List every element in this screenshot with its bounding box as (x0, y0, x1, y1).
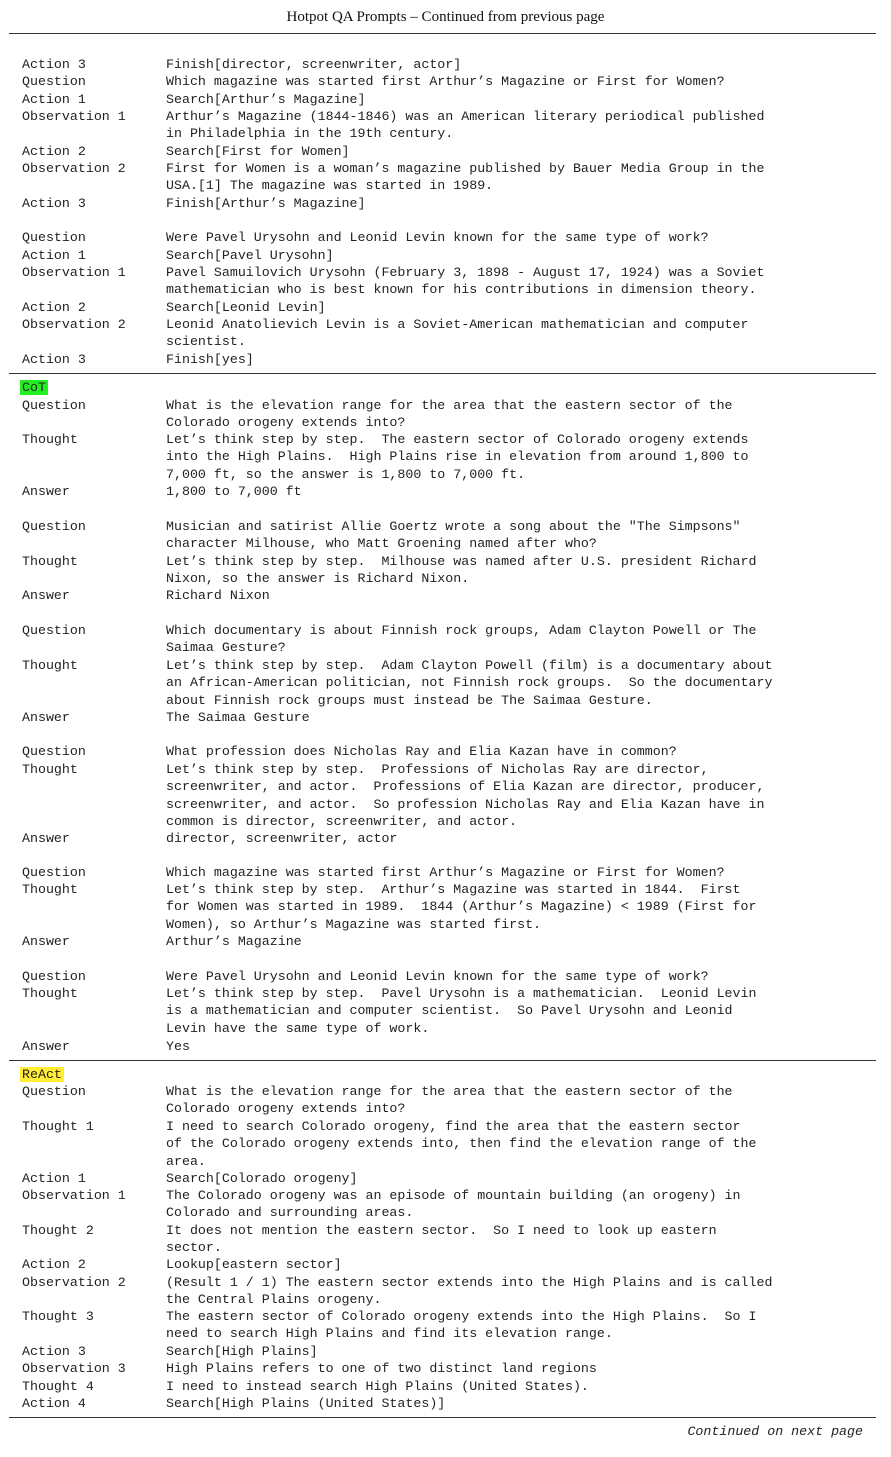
row-text: director, screenwriter, actor (166, 831, 398, 846)
row-text: Search[Leonid Levin] (166, 300, 326, 315)
row-label: Question (22, 398, 86, 413)
row-label: Observation 2 (22, 161, 126, 176)
row-text: First for Women is a woman’s magazine published by Bauer Media Group in the USA.[1] The magazine was started in 1989. (166, 161, 765, 194)
row-label: Question (22, 1084, 86, 1099)
row-label: Question (22, 623, 86, 638)
row-label: Action 1 (22, 248, 86, 263)
row-label: Question (22, 519, 86, 534)
row-text: Musician and satirist Allie Goertz wrote a song about the "The Simpsons" character Milhouse, who Matt Groening named after who? (166, 519, 741, 552)
row-label: Thought (22, 658, 78, 673)
row-text: Arthur’s Magazine (166, 934, 302, 949)
row-text: What is the elevation range for the area that the eastern sector of the Colorado orogeny extends into? (166, 398, 733, 431)
row-label: Action 3 (22, 1344, 86, 1359)
row-text: Let’s think step by step. Adam Clayton Powell (film) is a documentary about an African-American politician, not Finnish rock groups. So the documentary about Finnish rock groups must instead be The Saimaa Gesture. (166, 658, 773, 708)
row-label: Action 4 (22, 1396, 86, 1411)
row-text: Search[Pavel Urysohn] (166, 248, 334, 263)
row-text: Let’s think step by step. Arthur’s Magazine was started in 1844. First for Women was started in 1989. 1844 (Arthur’s Magazine) < 1989 (First for Women), so Arthur’s Magazine was started first. (166, 882, 757, 932)
row-text: Let’s think step by step. The eastern sector of Colorado orogeny extends into the High Plains. High Plains rise in elevation from around 1,800 to 7,000 ft, so the answer is 1,800 to 7,000 ft. (166, 432, 749, 482)
row-label: Thought 3 (22, 1309, 94, 1324)
row-text: Which magazine was started first Arthur’s Magazine or First for Women? (166, 865, 725, 880)
row-text: High Plains refers to one of two distinct land regions (166, 1361, 597, 1376)
row-text: Yes (166, 1039, 190, 1054)
row-text: Finish[Arthur’s Magazine] (166, 196, 366, 211)
row-text: 1,800 to 7,000 ft (166, 484, 302, 499)
row-label: Answer (22, 588, 70, 603)
row-label: Thought (22, 432, 78, 447)
row-text: It does not mention the eastern sector. So I need to look up eastern sector. (166, 1223, 717, 1256)
row-label: Observation 1 (22, 109, 126, 124)
row-text: Leonid Anatolievich Levin is a Soviet-American mathematician and computer scientist. (166, 317, 749, 350)
row-label: Action 2 (22, 1257, 86, 1272)
row-label: Action 1 (22, 92, 86, 107)
row-label: Question (22, 865, 86, 880)
react-tag: ReAct (22, 1067, 62, 1082)
row-text: What profession does Nicholas Ray and Elia Kazan have in common? (166, 744, 677, 759)
row-text: Arthur’s Magazine (1844-1846) was an American literary periodical published in Philadelphia in the 19th century. (166, 109, 765, 142)
row-label: Observation 1 (22, 1188, 126, 1203)
row-text: I need to instead search High Plains (United States). (166, 1379, 589, 1394)
row-label: Action 2 (22, 300, 86, 315)
row-label: Question (22, 744, 86, 759)
row-label: Answer (22, 1039, 70, 1054)
row-text: Which magazine was started first Arthur’s Magazine or First for Women? (166, 74, 725, 89)
row-text: Lookup[eastern sector] (166, 1257, 342, 1272)
row-text: I need to search Colorado orogeny, find the area that the eastern sector of the Colorado orogeny extends into, then find the elevation range of the area. (166, 1119, 757, 1169)
row-text: Finish[yes] (166, 352, 254, 367)
footer-rule (9, 1417, 876, 1418)
row-text: Pavel Samuilovich Urysohn (February 3, 1898 - August 17, 1924) was a Soviet mathematician who is best known for his contributions in dimension theory. (166, 265, 765, 298)
page-header: Hotpot QA Prompts – Continued from previous page (286, 9, 605, 25)
row-label: Thought 4 (22, 1379, 94, 1394)
row-text: Finish[director, screenwriter, actor] (166, 57, 462, 72)
row-text: Let’s think step by step. Milhouse was named after U.S. president Richard Nixon, so the answer is Richard Nixon. (166, 554, 757, 587)
row-label: Action 1 (22, 1171, 86, 1186)
row-label: Answer (22, 484, 70, 499)
row-text: Let’s think step by step. Pavel Urysohn is a mathematician. Leonid Levin is a mathematician and computer scientist. So Pavel Urysohn and Leonid Levin have the same type of work. (166, 986, 757, 1036)
row-label: Answer (22, 831, 70, 846)
row-label: Question (22, 230, 86, 245)
row-label: Thought (22, 986, 78, 1001)
row-label: Answer (22, 934, 70, 949)
row-label: Observation 2 (22, 317, 126, 332)
row-label: Thought (22, 882, 78, 897)
row-label: Action 3 (22, 196, 86, 211)
row-label: Thought 1 (22, 1119, 94, 1134)
row-text: What is the elevation range for the area that the eastern sector of the Colorado orogeny extends into? (166, 1084, 733, 1117)
row-label: Answer (22, 710, 70, 725)
row-text: The Colorado orogeny was an episode of mountain building (an orogeny) in Colorado and surrounding areas. (166, 1188, 741, 1221)
cot-tag: CoT (22, 380, 46, 395)
row-text: Search[High Plains (United States)] (166, 1396, 446, 1411)
row-label: Action 3 (22, 352, 86, 367)
section-rule-react (9, 1060, 876, 1061)
row-label: Action 3 (22, 57, 86, 72)
row-label: Observation 1 (22, 265, 126, 280)
row-text: Were Pavel Urysohn and Leonid Levin known for the same type of work? (166, 969, 709, 984)
row-label: Thought (22, 554, 78, 569)
row-text: The eastern sector of Colorado orogeny extends into the High Plains. So I need to search High Plains and find its elevation range. (166, 1309, 757, 1342)
row-text: Search[High Plains] (166, 1344, 318, 1359)
row-label: Question (22, 74, 86, 89)
row-label: Question (22, 969, 86, 984)
section-rule-cot (9, 373, 876, 374)
row-label: Action 2 (22, 144, 86, 159)
row-label: Observation 3 (22, 1361, 126, 1376)
row-text: Search[First for Women] (166, 144, 350, 159)
header-rule (9, 33, 876, 34)
row-text: Let’s think step by step. Professions of Nicholas Ray are director, screenwriter, and actor. Professions of Elia Kazan are director, producer, screenwriter, and actor. So profession Nicholas Ray and Elia Kazan have in common is director, screenwriter, and actor. (166, 762, 765, 829)
row-text: Were Pavel Urysohn and Leonid Levin known for the same type of work? (166, 230, 709, 245)
row-text: The Saimaa Gesture (166, 710, 310, 725)
row-text: Richard Nixon (166, 588, 270, 603)
row-text: (Result 1 / 1) The eastern sector extends into the High Plains and is called the Central Plains orogeny. (166, 1275, 773, 1308)
row-label: Observation 2 (22, 1275, 126, 1290)
row-text: Search[Colorado orogeny] (166, 1171, 358, 1186)
row-label: Thought 2 (22, 1223, 94, 1238)
row-text: Which documentary is about Finnish rock groups, Adam Clayton Powell or The Saimaa Gesture? (166, 623, 757, 656)
row-label: Thought (22, 762, 78, 777)
row-text: Search[Arthur’s Magazine] (166, 92, 366, 107)
page-footer: Continued on next page (687, 1424, 863, 1439)
